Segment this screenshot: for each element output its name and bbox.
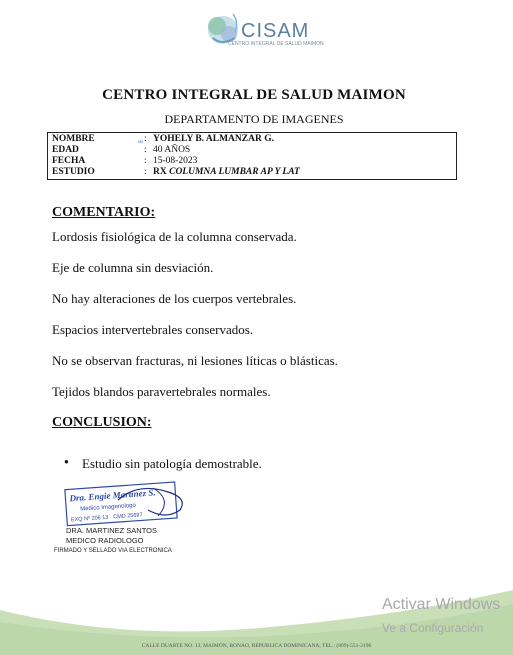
stamp-role: Medico Imagenologo bbox=[80, 502, 137, 513]
info-label: NOMBRE bbox=[52, 134, 95, 144]
info-row-estudio: ESTUDIO : RX COLUMNA LUMBAR AP Y LAT bbox=[52, 167, 300, 177]
info-row-edad: EDAD : 40 AÑOS bbox=[52, 145, 191, 155]
stamp-exq: EXQ Nº 206 13 · CMD 25697 bbox=[70, 512, 143, 524]
finding-item: Espacios intervertebrales conservados. bbox=[52, 322, 254, 337]
patient-name: YOHELY B. ALMANZAR G. bbox=[153, 134, 274, 144]
doctor-name: DRA. MARTINEZ SANTOS bbox=[66, 526, 157, 535]
logo-subtitle: CENTRO INTEGRAL DE SALUD MAIMON bbox=[228, 41, 324, 47]
info-label: EDAD bbox=[52, 145, 79, 155]
page-title: CENTRO INTEGRAL DE SALUD MAIMON bbox=[102, 87, 406, 103]
stamp-name: Dra. Engie Martinez S. bbox=[69, 487, 156, 504]
finding-item: Eje de columna sin desviación. bbox=[52, 260, 214, 275]
comentario-heading: COMENTARIO: bbox=[52, 205, 156, 220]
finding-item: No se observan fracturas, ni lesiones líticas o blásticas. bbox=[52, 353, 338, 368]
conclusion-heading: CONCLUSION: bbox=[52, 415, 152, 430]
study-type: RX COLUMNA LUMBAR AP Y LAT bbox=[153, 167, 300, 177]
info-label: ESTUDIO bbox=[52, 167, 95, 177]
finding-item: Tejidos blandos paravertebrales normales. bbox=[52, 384, 271, 399]
doctor-title: MEDICO RADIOLOGO bbox=[66, 536, 144, 545]
electronic-signature-note: FIRMADO Y SELLADO VIA ELECTRONICA bbox=[54, 548, 172, 554]
finding-item: Lordosis fisiológica de la columna conservada. bbox=[52, 229, 297, 244]
signature-stamp bbox=[58, 480, 208, 528]
info-row-nombre: NOMBRE sts : YOHELY B. ALMANZAR G. bbox=[52, 134, 452, 145]
department-title: DEPARTAMENTO DE IMAGENES bbox=[164, 112, 344, 126]
mini-mark: sts bbox=[138, 140, 144, 145]
info-row-fecha: FECHA : 15-08-2023 bbox=[52, 156, 198, 166]
study-date: 15-08-2023 bbox=[153, 156, 198, 166]
logo-name: CISAM bbox=[241, 20, 310, 42]
info-label: FECHA bbox=[52, 156, 86, 166]
activation-watermark-subtitle: Ve a Configuración bbox=[382, 621, 484, 635]
footer-address: CALLE DUARTE NO. 13, MAIMÓN, BONAO, REPUBLICA DOMINICANA, TEL.: (809)-551-2196 bbox=[141, 643, 372, 649]
conclusion-list bbox=[64, 456, 262, 472]
finding-item: No hay alteraciones de los cuerpos vertebrales. bbox=[52, 291, 297, 306]
activation-watermark-title: Activar Windows bbox=[382, 596, 501, 613]
patient-age: 40 AÑOS bbox=[153, 145, 191, 155]
conclusion-item: ● Estudio sin patología demostrable. bbox=[64, 456, 262, 472]
patient-info-box bbox=[47, 132, 457, 180]
